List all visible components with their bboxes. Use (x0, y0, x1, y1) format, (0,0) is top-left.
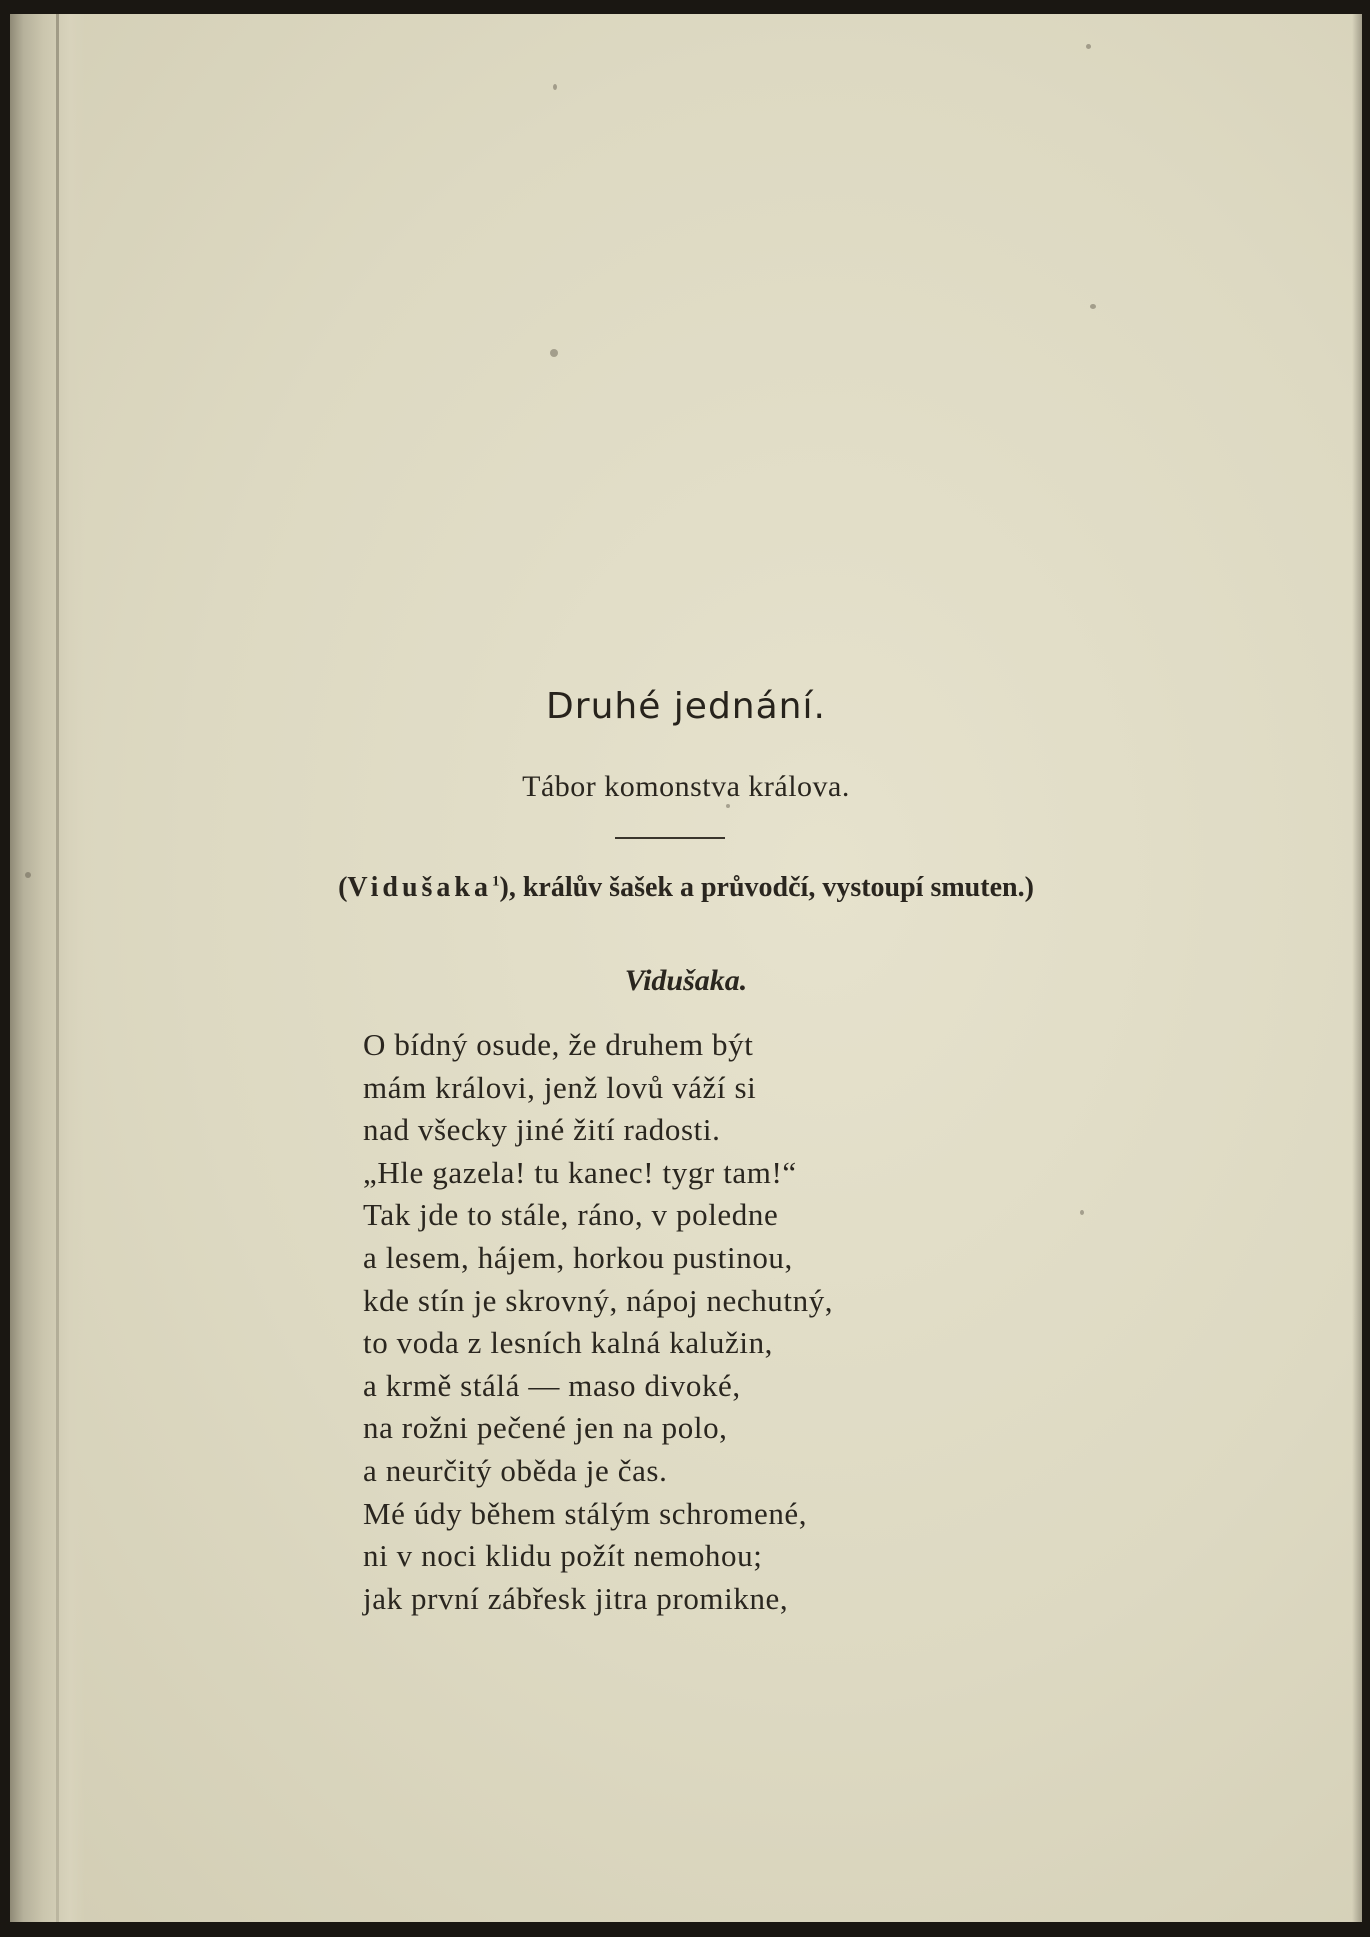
speck (1086, 44, 1091, 49)
book-page (10, 14, 1362, 1922)
act-heading: Druhé jednání. (546, 686, 826, 727)
verse-line: jak první zábřesk jitra promikne, (363, 1580, 789, 1616)
verse-line: „Hle gazela! tu kanec! tygr tam!“ (363, 1154, 797, 1190)
verse-block (363, 1024, 1163, 1620)
footnote-mark: 1 (492, 873, 500, 890)
verse-line: Tak jde to stále, ráno, v poledne (363, 1197, 779, 1233)
verse-line: a krmě stálá — maso divoké, (363, 1367, 741, 1403)
stage-character-name: Vidušaka (347, 872, 492, 903)
stage-open-paren: ( (338, 872, 348, 903)
verse-line: O bídný osude, že druhem být (363, 1027, 754, 1062)
speck (726, 804, 730, 808)
verse-line: ni v noci klidu požít nemohou; (363, 1538, 763, 1574)
speck (553, 84, 557, 90)
verse-line: mám královi, jenž lovů váží si (363, 1069, 757, 1105)
speck (1090, 304, 1096, 309)
verse-line: Mé údy během stálým schromené, (363, 1495, 808, 1531)
scene-setting: Tábor komonstva králova. (522, 770, 850, 803)
stage-direction (10, 872, 1362, 904)
stage-direction-text: ), králův šašek a průvodčí, vystoupí smuten.) (499, 872, 1034, 903)
speaker-name: Vidušaka. (624, 964, 748, 997)
verse-line: kde stín je skrovný, nápoj nechutný, (363, 1282, 834, 1318)
verse-line: to voda z lesních kalná kalužin, (363, 1325, 774, 1361)
divider-rule (615, 837, 725, 839)
verse-line: nad všecky jiné žití radosti. (363, 1112, 721, 1148)
verse-line: na rožni pečené jen na polo, (363, 1410, 728, 1446)
verse-line: a neurčitý oběda je čas. (363, 1452, 668, 1488)
speck (550, 349, 558, 357)
verse-line: a lesem, hájem, horkou pustinou, (363, 1239, 793, 1275)
